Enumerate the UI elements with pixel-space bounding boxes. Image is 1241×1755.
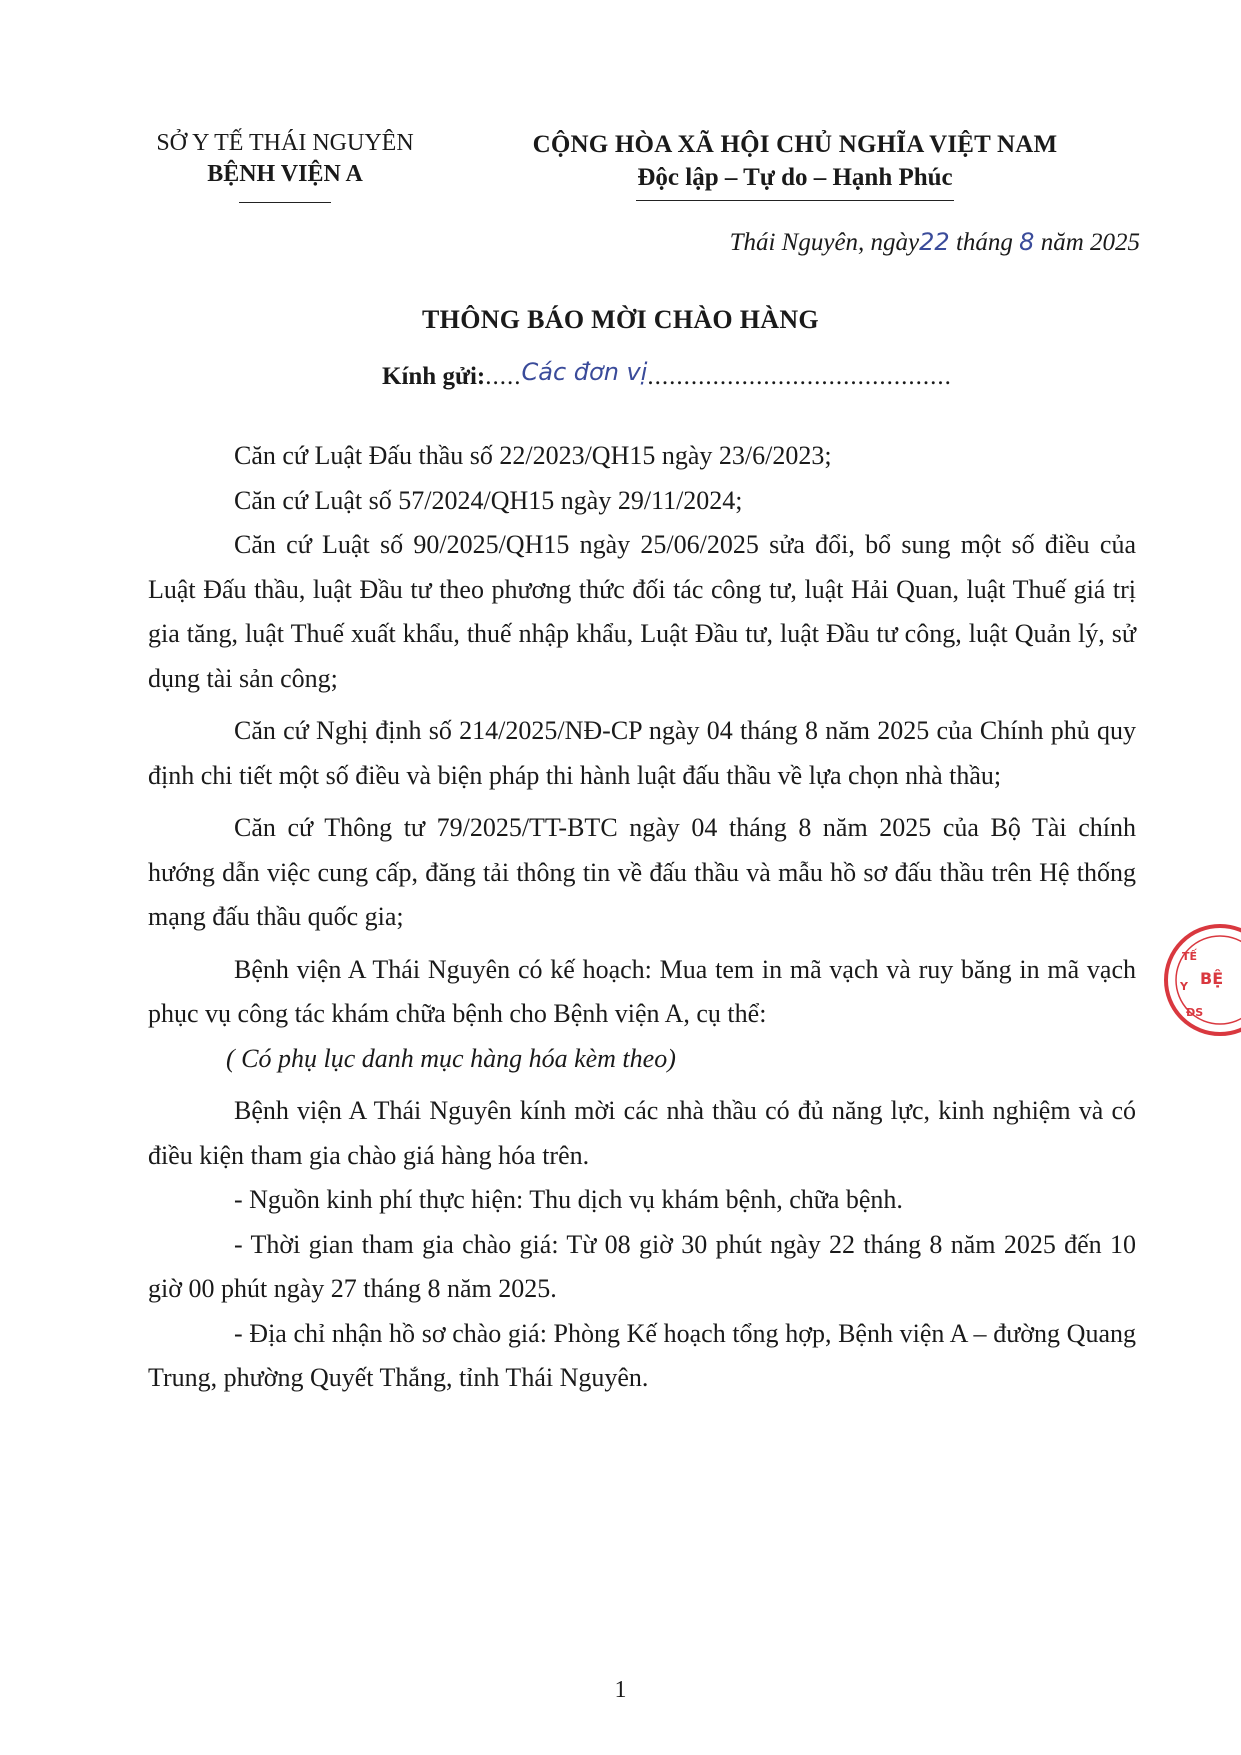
svg-text:ĐS: ĐS [1186, 1006, 1204, 1019]
issuer-org: SỞ Y TẾ THÁI NGUYÊN [156, 130, 414, 156]
issuer-unit: BỆNH VIỆN A [207, 161, 363, 187]
svg-text:TẾ: TẾ [1182, 950, 1198, 963]
page-number: 1 [614, 1677, 627, 1703]
svg-text:BỆ: BỆ [1200, 969, 1224, 988]
national-header [490, 128, 1100, 201]
date-prefix: Thái Nguyên, ngày [729, 229, 920, 256]
document-title: THÔNG BÁO MỜI CHÀO HÀNG [422, 305, 819, 334]
date-day-handwritten: 22 [919, 228, 950, 256]
legal-basis-2: Căn cứ Luật số 57/2024/QH15 ngày 29/11/2024; [234, 485, 743, 515]
recipient-line [382, 358, 952, 391]
issuer-block [150, 128, 420, 203]
submission-address: - Địa chỉ nhận hồ sơ chào giá: Phòng Kế hoạch tổng hợp, Bệnh viện A – đường Quang Trung, phường Quyết Thắng, tỉnh Thái Nguyên. [148, 1318, 1136, 1392]
svg-text:Y: Y [1180, 980, 1188, 993]
procurement-plan: Bệnh viện A Thái Nguyên có kế hoạch: Mua tem in mã vạch và ruy băng in mã vạch phục vụ công tác khám chữa bệnh cho Bệnh viện A, cụ thể: [148, 954, 1136, 1028]
motto-underline [636, 200, 954, 201]
national-motto: Độc lập – Tự do – Hạnh Phúc [637, 164, 953, 191]
quotation-period: - Thời gian tham gia chào giá: Từ 08 giờ 30 phút ngày 22 tháng 8 năm 2025 đến 10 giờ 00 phút ngày 27 tháng 8 năm 2025. [148, 1229, 1136, 1303]
date-line [560, 228, 1140, 257]
legal-basis-3: Căn cứ Luật số 90/2025/QH15 ngày 25/06/2025 sửa đổi, bổ sung một số điều của Luật Đấu thầu, luật Đầu tư theo phương thức đối tác công tư, luật Hải Quan, luật Thuế giá trị gia tăng, luật Thuế xuất khẩu, thuế nhập khẩu, Luật Đầu tư, luật Đầu tư công, luật Quản lý, sử dụng tài sản công; [148, 530, 1136, 693]
red-seal-stamp [1160, 920, 1241, 1040]
issuer-underline [239, 202, 331, 203]
nation-name: CỘNG HÒA XÃ HỘI CHỦ NGHĨA VIỆT NAM [532, 131, 1058, 158]
funding-source: - Nguồn kinh phí thực hiện: Thu dịch vụ khám bệnh, chữa bệnh. [234, 1185, 903, 1214]
appendix-note: ( Có phụ lục danh mục hàng hóa kèm theo) [226, 1043, 676, 1073]
date-month-handwritten: 8 [1019, 228, 1035, 256]
recipient-dots-before: ..... [485, 363, 522, 390]
document-body [148, 434, 1136, 1401]
invitation-text: Bệnh viện A Thái Nguyên kính mời các nhà thầu có đủ năng lực, kinh nghiệm và có điều kiện tham gia chào giá hàng hóa trên. [148, 1096, 1136, 1170]
legal-basis-5: Căn cứ Thông tư 79/2025/TT-BTC ngày 04 tháng 8 năm 2025 của Bộ Tài chính hướng dẫn việc cung cấp, đăng tải thông tin về đấu thầu và mẫu hồ sơ đấu thầu trên Hệ thống mạng đấu thầu quốc gia; [148, 813, 1136, 931]
recipient-label: Kính gửi: [382, 363, 486, 390]
date-year: năm 2025 [1040, 229, 1140, 256]
recipient-handwritten: Các đơn vị [521, 358, 648, 386]
date-month-label: tháng [955, 229, 1013, 256]
legal-basis-4: Căn cứ Nghị định số 214/2025/NĐ-CP ngày 04 tháng 8 năm 2025 của Chính phủ quy định chi tiết một số điều và biện pháp thi hành luật đấu thầu về lựa chọn nhà thầu; [148, 716, 1136, 790]
recipient-dots-after: .......................................... [647, 363, 952, 390]
legal-basis-1: Căn cứ Luật Đấu thầu số 22/2023/QH15 ngày 23/6/2023; [234, 441, 832, 470]
